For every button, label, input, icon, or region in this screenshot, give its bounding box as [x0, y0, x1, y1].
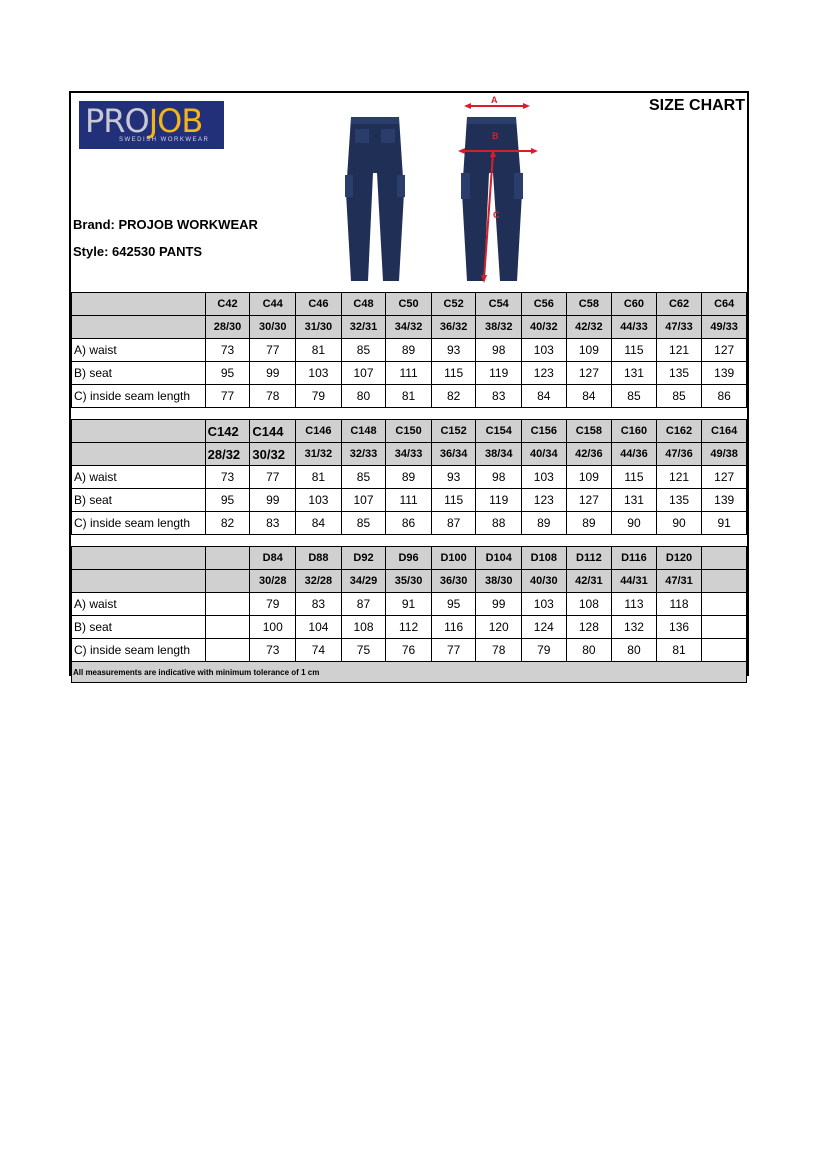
table-cell: 85 — [341, 512, 386, 535]
table-cell: 49/33 — [702, 316, 747, 339]
table-cell: 44/36 — [612, 443, 657, 466]
table-cell: 73 — [205, 466, 250, 489]
pants-back-view — [345, 117, 405, 281]
table-cell: 35/30 — [386, 570, 432, 593]
table-cell: 42/32 — [566, 316, 612, 339]
table-cell: 87 — [341, 593, 386, 616]
table-cell: 47/36 — [656, 443, 702, 466]
table-cell: C160 — [612, 420, 657, 443]
chart-header — [71, 93, 747, 292]
table-cell: 87 — [431, 512, 476, 535]
table-cell: C46 — [296, 293, 342, 316]
brand-logo — [79, 101, 224, 149]
table-cell: 115 — [431, 489, 476, 512]
table-cell: 103 — [522, 339, 567, 362]
table-cell: 115 — [612, 339, 657, 362]
table-cell: 77 — [431, 639, 476, 662]
table-cell: 32/33 — [341, 443, 386, 466]
table-cell: 77 — [205, 385, 250, 408]
page-title: SIZE CHART — [649, 97, 745, 114]
table-cell: 115 — [431, 362, 476, 385]
section-spacer — [72, 535, 747, 547]
table-cell: 104 — [296, 616, 342, 639]
table-cell: 118 — [656, 593, 702, 616]
inseam-row — [72, 385, 747, 408]
table-cell: 98 — [476, 339, 522, 362]
table-cell: 36/32 — [431, 316, 476, 339]
table-cell: 85 — [612, 385, 657, 408]
table-cell: 84 — [522, 385, 567, 408]
table-cell: 85 — [341, 466, 386, 489]
measurement-a-marker — [464, 95, 530, 109]
table-cell — [702, 593, 747, 616]
style-line: Style: 642530 PANTS — [73, 244, 203, 259]
table-cell: 131 — [612, 489, 657, 512]
table-cell: C54 — [476, 293, 522, 316]
table-cell: 75 — [341, 639, 386, 662]
table-cell: 73 — [250, 639, 296, 662]
table-cell: 44/31 — [612, 570, 657, 593]
table-cell: 32/28 — [296, 570, 342, 593]
table-cell: C142 — [205, 420, 250, 443]
table-cell: 49/38 — [702, 443, 747, 466]
table-cell: 115 — [612, 466, 657, 489]
table-cell: 81 — [386, 385, 432, 408]
table-cell: C50 — [386, 293, 432, 316]
table-cell: 103 — [522, 593, 567, 616]
table-cell: 124 — [522, 616, 567, 639]
table-cell: 119 — [476, 362, 522, 385]
table-cell: D92 — [341, 547, 386, 570]
table-cell: 109 — [566, 466, 612, 489]
row-label — [72, 293, 206, 316]
table-cell: 89 — [522, 512, 567, 535]
inseam-row — [72, 512, 747, 535]
table-cell: 84 — [296, 512, 342, 535]
row-label: C) inside seam length — [72, 639, 206, 662]
footer-row — [72, 662, 747, 683]
table-cell: 38/30 — [476, 570, 522, 593]
table-cell — [702, 639, 747, 662]
row-label: C) inside seam length — [72, 385, 206, 408]
table-cell: 107 — [341, 362, 386, 385]
table-cell — [702, 570, 747, 593]
table-cell: 76 — [386, 639, 432, 662]
table-cell: C144 — [250, 420, 296, 443]
table-cell: C150 — [386, 420, 432, 443]
size-header-row — [72, 293, 747, 316]
table-cell: 103 — [296, 489, 342, 512]
table-cell: C60 — [612, 293, 657, 316]
table-cell: 44/33 — [612, 316, 657, 339]
table-cell: 80 — [341, 385, 386, 408]
table-cell: D108 — [522, 547, 567, 570]
table-cell: 108 — [566, 593, 612, 616]
table-cell: 47/31 — [656, 570, 702, 593]
table-cell — [205, 639, 250, 662]
table-cell: 80 — [612, 639, 657, 662]
table-cell: 139 — [702, 489, 747, 512]
table-cell — [205, 570, 250, 593]
table-cell: 127 — [566, 489, 612, 512]
table-cell: 99 — [250, 362, 296, 385]
table-cell: 80 — [566, 639, 612, 662]
table-cell: 95 — [205, 489, 250, 512]
size-header-row — [72, 547, 747, 570]
table-cell: 116 — [431, 616, 476, 639]
table-cell: 103 — [296, 362, 342, 385]
table-cell: 103 — [522, 466, 567, 489]
logo-wordmark: PROJOB — [85, 102, 203, 140]
waist-row — [72, 339, 747, 362]
table-cell: C148 — [341, 420, 386, 443]
table-cell: 83 — [250, 512, 296, 535]
table-cell: 34/32 — [386, 316, 432, 339]
table-cell: 74 — [296, 639, 342, 662]
row-label — [72, 420, 206, 443]
table-cell: C154 — [476, 420, 522, 443]
table-cell: C44 — [250, 293, 296, 316]
table-cell: 78 — [476, 639, 522, 662]
row-label: A) waist — [72, 593, 206, 616]
size-code-row — [72, 570, 747, 593]
table-cell: 100 — [250, 616, 296, 639]
table-cell: C58 — [566, 293, 612, 316]
table-cell: 86 — [386, 512, 432, 535]
marker-c-label: C — [493, 210, 500, 220]
table-cell: D120 — [656, 547, 702, 570]
row-label: C) inside seam length — [72, 512, 206, 535]
table-cell: 40/30 — [522, 570, 567, 593]
table-cell: 121 — [656, 339, 702, 362]
table-cell: 32/31 — [341, 316, 386, 339]
table-cell: C48 — [341, 293, 386, 316]
table-cell: 40/34 — [522, 443, 567, 466]
table-cell: C162 — [656, 420, 702, 443]
table-cell: 42/36 — [566, 443, 612, 466]
row-label: A) waist — [72, 466, 206, 489]
table-cell: 83 — [476, 385, 522, 408]
table-cell: 86 — [702, 385, 747, 408]
table-cell: 128 — [566, 616, 612, 639]
row-label — [72, 316, 206, 339]
size-code-row — [72, 443, 747, 466]
table-cell: 31/30 — [296, 316, 342, 339]
table-cell — [205, 616, 250, 639]
size-header-row — [72, 420, 747, 443]
row-label: B) seat — [72, 489, 206, 512]
table-cell: C158 — [566, 420, 612, 443]
row-label: B) seat — [72, 616, 206, 639]
table-cell: 42/31 — [566, 570, 612, 593]
table-cell: 82 — [431, 385, 476, 408]
pants-front-view — [461, 117, 523, 281]
table-cell — [702, 616, 747, 639]
table-cell: 89 — [386, 339, 432, 362]
table-cell: 89 — [566, 512, 612, 535]
table-cell: 111 — [386, 362, 432, 385]
table-cell: 120 — [476, 616, 522, 639]
table-cell: 81 — [656, 639, 702, 662]
table-cell: 77 — [250, 339, 296, 362]
inseam-row — [72, 639, 747, 662]
table-cell: 90 — [656, 512, 702, 535]
table-cell: 82 — [205, 512, 250, 535]
table-cell: 36/34 — [431, 443, 476, 466]
spacer-cell — [72, 535, 747, 547]
brand-line: Brand: PROJOB WORKWEAR — [73, 217, 258, 232]
table-cell: C146 — [296, 420, 342, 443]
marker-a-label: A — [491, 95, 498, 105]
table-cell: 81 — [296, 466, 342, 489]
table-cell: 34/29 — [341, 570, 386, 593]
table-cell: D112 — [566, 547, 612, 570]
table-cell: 95 — [205, 362, 250, 385]
marker-b-label: B — [492, 131, 499, 141]
table-cell: 112 — [386, 616, 432, 639]
table-cell: C164 — [702, 420, 747, 443]
size-code-row — [72, 316, 747, 339]
table-cell: 111 — [386, 489, 432, 512]
table-cell: 99 — [476, 593, 522, 616]
table-cell: 135 — [656, 489, 702, 512]
table-cell: 123 — [522, 362, 567, 385]
table-cell: 109 — [566, 339, 612, 362]
table-cell: 28/30 — [205, 316, 250, 339]
seat-row — [72, 362, 747, 385]
table-cell: 119 — [476, 489, 522, 512]
table-cell: 73 — [205, 339, 250, 362]
table-cell: 107 — [341, 489, 386, 512]
table-cell: 31/32 — [296, 443, 342, 466]
table-cell: 89 — [386, 466, 432, 489]
table-cell: 34/33 — [386, 443, 432, 466]
seat-row — [72, 616, 747, 639]
waist-row — [72, 593, 747, 616]
table-cell: 123 — [522, 489, 567, 512]
size-chart-sheet — [69, 91, 749, 676]
table-cell: D100 — [431, 547, 476, 570]
table-cell: 131 — [612, 362, 657, 385]
table-cell: D104 — [476, 547, 522, 570]
table-cell: 40/32 — [522, 316, 567, 339]
table-cell: 127 — [566, 362, 612, 385]
table-cell: 90 — [612, 512, 657, 535]
table-cell: 36/30 — [431, 570, 476, 593]
table-cell — [205, 547, 250, 570]
table-cell: 84 — [566, 385, 612, 408]
table-cell: 30/30 — [250, 316, 296, 339]
table-cell: 91 — [702, 512, 747, 535]
table-cell: 47/33 — [656, 316, 702, 339]
size-table — [71, 292, 747, 683]
table-cell: 28/32 — [205, 443, 250, 466]
waist-row — [72, 466, 747, 489]
table-cell: 81 — [296, 339, 342, 362]
table-cell: 93 — [431, 339, 476, 362]
table-cell: C64 — [702, 293, 747, 316]
table-cell: 95 — [431, 593, 476, 616]
pants-illustration — [321, 93, 551, 292]
table-cell: 135 — [656, 362, 702, 385]
table-cell: 108 — [341, 616, 386, 639]
logo-tagline: SWEDISH WORKWEAR — [119, 137, 210, 143]
table-cell: 121 — [656, 466, 702, 489]
table-cell: 136 — [656, 616, 702, 639]
table-cell: D96 — [386, 547, 432, 570]
footnote: All measurements are indicative with minimum tolerance of 1 cm — [72, 662, 747, 683]
table-cell: 30/32 — [250, 443, 296, 466]
table-cell: C42 — [205, 293, 250, 316]
row-label — [72, 443, 206, 466]
table-cell: 38/32 — [476, 316, 522, 339]
table-cell: 78 — [250, 385, 296, 408]
table-cell — [205, 593, 250, 616]
table-cell: C152 — [431, 420, 476, 443]
table-cell: 79 — [296, 385, 342, 408]
table-cell: 127 — [702, 339, 747, 362]
table-cell: 38/34 — [476, 443, 522, 466]
table-cell: 85 — [656, 385, 702, 408]
row-label — [72, 547, 206, 570]
table-cell: C62 — [656, 293, 702, 316]
table-cell: 77 — [250, 466, 296, 489]
table-cell: D116 — [612, 547, 657, 570]
seat-row — [72, 489, 747, 512]
table-cell — [702, 547, 747, 570]
table-cell: 79 — [250, 593, 296, 616]
table-cell: 113 — [612, 593, 657, 616]
table-cell: 91 — [386, 593, 432, 616]
table-cell: 85 — [341, 339, 386, 362]
table-cell: 139 — [702, 362, 747, 385]
table-cell: 132 — [612, 616, 657, 639]
table-cell: C156 — [522, 420, 567, 443]
table-cell: 30/28 — [250, 570, 296, 593]
table-cell: 83 — [296, 593, 342, 616]
table-cell: D88 — [296, 547, 342, 570]
table-cell: 98 — [476, 466, 522, 489]
table-cell: 79 — [522, 639, 567, 662]
section-spacer — [72, 408, 747, 420]
table-cell: C52 — [431, 293, 476, 316]
table-cell: 127 — [702, 466, 747, 489]
row-label: A) waist — [72, 339, 206, 362]
spacer-cell — [72, 408, 747, 420]
table-cell: 99 — [250, 489, 296, 512]
row-label — [72, 570, 206, 593]
table-cell: C56 — [522, 293, 567, 316]
table-cell: 93 — [431, 466, 476, 489]
table-cell: 88 — [476, 512, 522, 535]
row-label: B) seat — [72, 362, 206, 385]
table-cell: D84 — [250, 547, 296, 570]
